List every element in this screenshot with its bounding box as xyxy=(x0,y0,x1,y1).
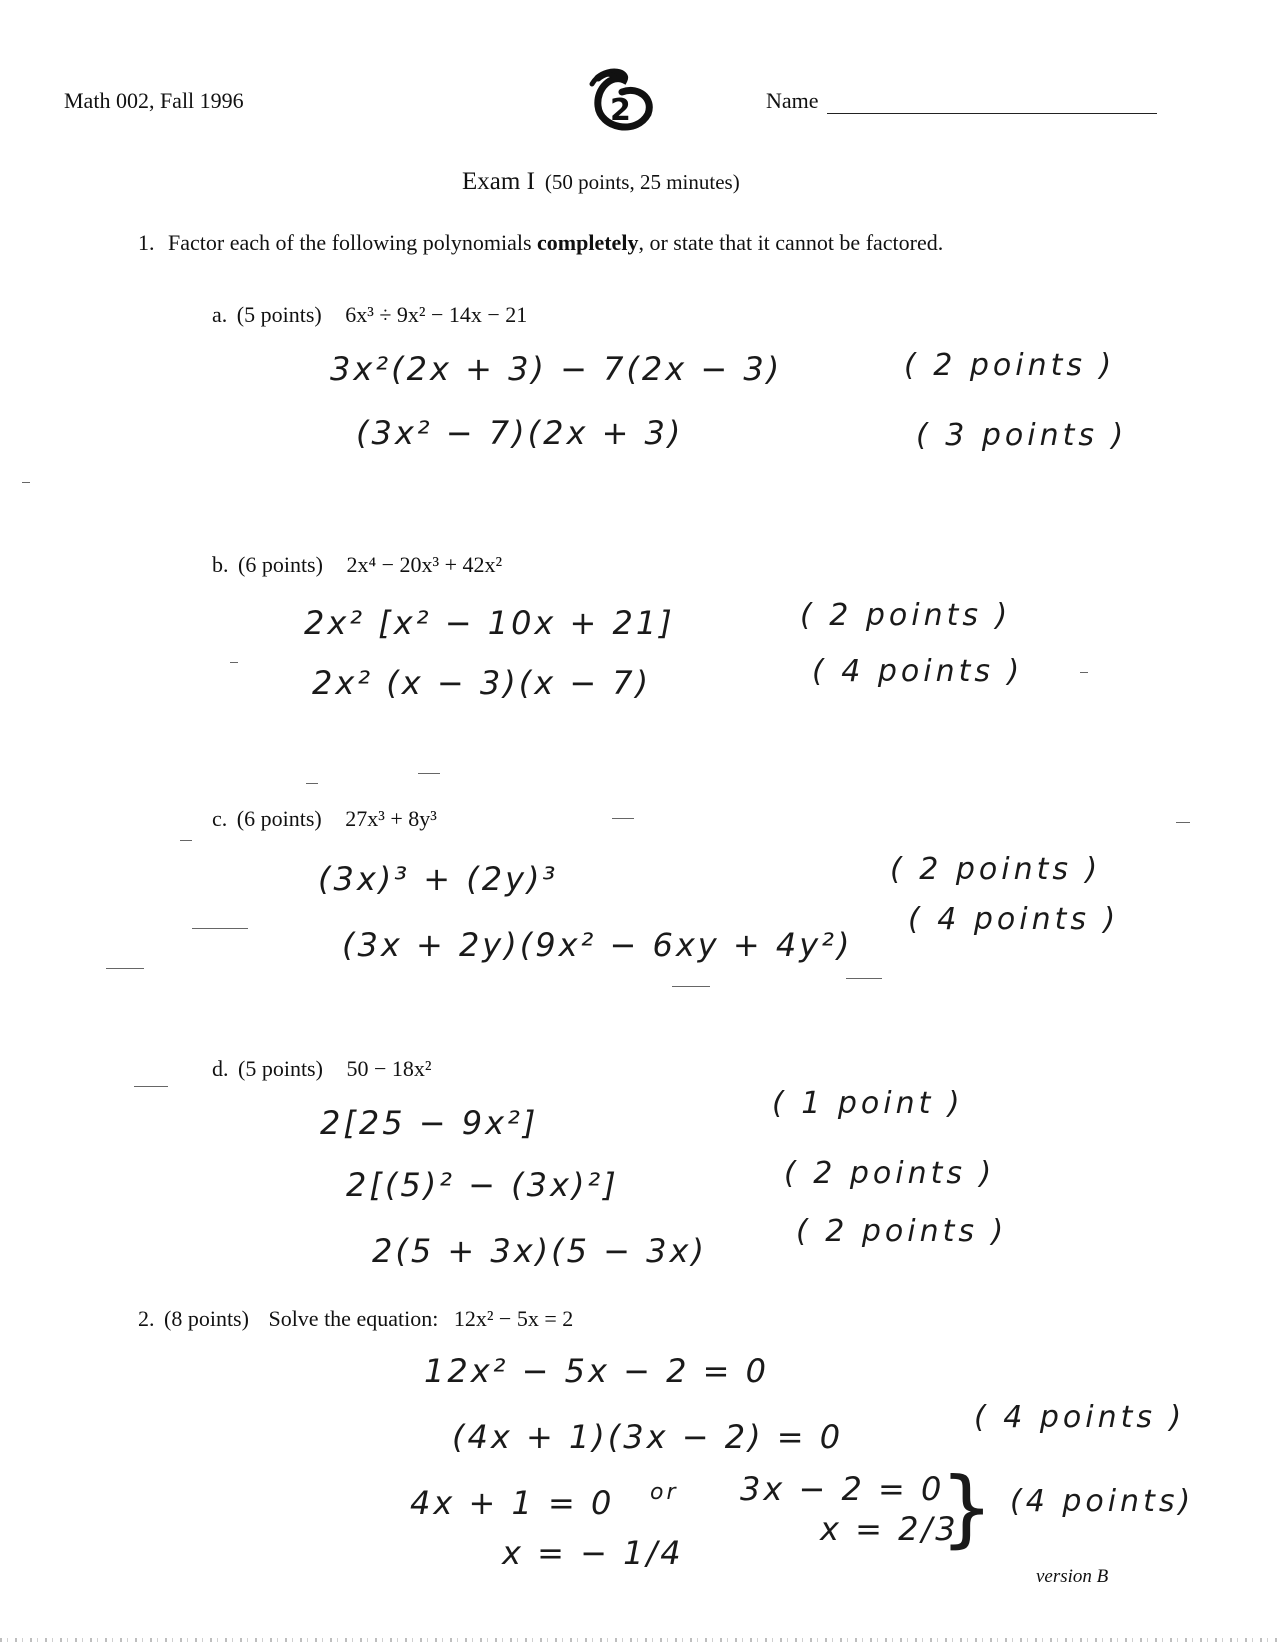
scan-mark xyxy=(846,978,882,979)
q2-points: (8 points) xyxy=(164,1306,249,1331)
q1a-score-1: ( 2 points ) xyxy=(904,348,1116,383)
q1-text-post: , or state that it cannot be factored. xyxy=(638,230,944,255)
scan-mark xyxy=(230,662,238,663)
q2-score-2: (4 points) xyxy=(1010,1484,1195,1519)
q1d-score-1: ( 1 point ) xyxy=(772,1086,964,1121)
scan-mark xyxy=(192,928,248,929)
exam-title: Exam I xyxy=(462,168,535,195)
q1c-work-line-1: (3x)³ + (2y)³ xyxy=(318,860,559,898)
q1d-work-line-1: 2[25 − 9x²] xyxy=(320,1104,539,1142)
q2-work-solution-2: x = 2/3 xyxy=(820,1510,959,1548)
q1d-score-2: ( 2 points ) xyxy=(784,1156,996,1191)
q1a-label: a. xyxy=(212,302,228,327)
q2-prompt xyxy=(138,1306,573,1332)
q1c-points: (6 points) xyxy=(236,806,322,831)
q1-text-bold: completely xyxy=(537,230,639,255)
scan-mark xyxy=(418,773,440,774)
q1d-label: d. xyxy=(212,1056,229,1081)
name-label: Name xyxy=(766,88,819,113)
grade-circle-icon xyxy=(584,66,658,140)
q1d-work-line-3: 2(5 + 3x)(5 − 3x) xyxy=(372,1232,707,1270)
scan-mark xyxy=(22,482,30,483)
q2-equation: 12x² − 5x = 2 xyxy=(453,1306,574,1331)
q1a-work-line-2: (3x² − 7)(2x + 3) xyxy=(356,414,684,452)
version-label: version B xyxy=(1036,1566,1109,1587)
course-title: Math 002, Fall 1996 xyxy=(64,88,244,113)
q1c-score-1: ( 2 points ) xyxy=(890,852,1102,887)
q1b-score-2: ( 4 points ) xyxy=(812,654,1024,689)
q1b-work-line-2: 2x² (x − 3)(x − 7) xyxy=(312,664,652,702)
q1c-prompt xyxy=(212,806,437,832)
q2-work-line-2: (4x + 1)(3x − 2) = 0 xyxy=(452,1418,844,1456)
q1c-work-line-2: (3x + 2y)(9x² − 6xy + 4y²) xyxy=(342,926,853,964)
scan-mark xyxy=(672,986,710,987)
q1b-expression: 2x⁴ − 20x³ + 42x² xyxy=(346,552,503,577)
q1d-prompt xyxy=(212,1056,431,1082)
scan-noise-strip xyxy=(0,1638,1280,1642)
q2-score-1: ( 4 points ) xyxy=(974,1400,1186,1435)
grade-mark xyxy=(584,66,658,140)
q2-brace: } xyxy=(940,1459,997,1557)
q2-work-root-1: 4x + 1 = 0 xyxy=(410,1484,615,1522)
q1a-prompt xyxy=(212,302,527,328)
q1b-work-line-1: 2x² [x² − 10x + 21] xyxy=(304,604,675,642)
q1-instruction xyxy=(138,230,943,256)
q1d-expression: 50 − 18x² xyxy=(346,1056,432,1081)
q2-work-line-1: 12x² − 5x − 2 = 0 xyxy=(424,1352,769,1390)
q1a-points: (5 points) xyxy=(236,302,322,327)
q1c-label: c. xyxy=(212,806,228,831)
q2-instruction: Solve the equation: xyxy=(268,1306,439,1331)
q1b-label: b. xyxy=(212,552,229,577)
scan-mark xyxy=(180,840,192,841)
q1-text-pre: Factor each of the following polynomials xyxy=(168,230,538,255)
q1b-points: (6 points) xyxy=(238,552,323,577)
q1d-score-3: ( 2 points ) xyxy=(796,1214,1008,1249)
q1b-prompt xyxy=(212,552,502,578)
q1a-score-2: ( 3 points ) xyxy=(916,418,1128,453)
q1d-points: (5 points) xyxy=(238,1056,323,1081)
q1c-expression: 27x³ + 8y³ xyxy=(345,806,437,831)
q1c-score-2: ( 4 points ) xyxy=(908,902,1120,937)
exam-title-line xyxy=(462,168,740,196)
q1a-work-line-1: 3x²(2x + 3) − 7(2x − 3) xyxy=(330,350,783,388)
q1a-expression: 6x³ ÷ 9x² − 14x − 21 xyxy=(345,302,528,327)
exam-details: (50 points, 25 minutes) xyxy=(544,170,740,194)
scan-mark xyxy=(1080,672,1088,673)
scan-mark xyxy=(612,818,634,819)
q2-number: 2. xyxy=(138,1306,155,1331)
q1b-score-1: ( 2 points ) xyxy=(800,598,1012,633)
name-field xyxy=(766,88,1157,114)
scan-mark xyxy=(306,783,318,784)
scan-mark xyxy=(134,1086,168,1087)
name-line[interactable] xyxy=(827,93,1157,114)
q2-work-root-2: 3x − 2 = 0 xyxy=(740,1470,945,1508)
q1d-work-line-2: 2[(5)² − (3x)²] xyxy=(346,1166,619,1204)
q2-work-solution-1: x = − 1/4 xyxy=(502,1534,684,1572)
q2-work-or: or xyxy=(650,1480,679,1505)
scan-mark xyxy=(106,968,144,969)
q1-number: 1. xyxy=(138,230,155,255)
scan-mark xyxy=(1176,822,1190,823)
grade-mark-text: 2 xyxy=(610,93,631,128)
